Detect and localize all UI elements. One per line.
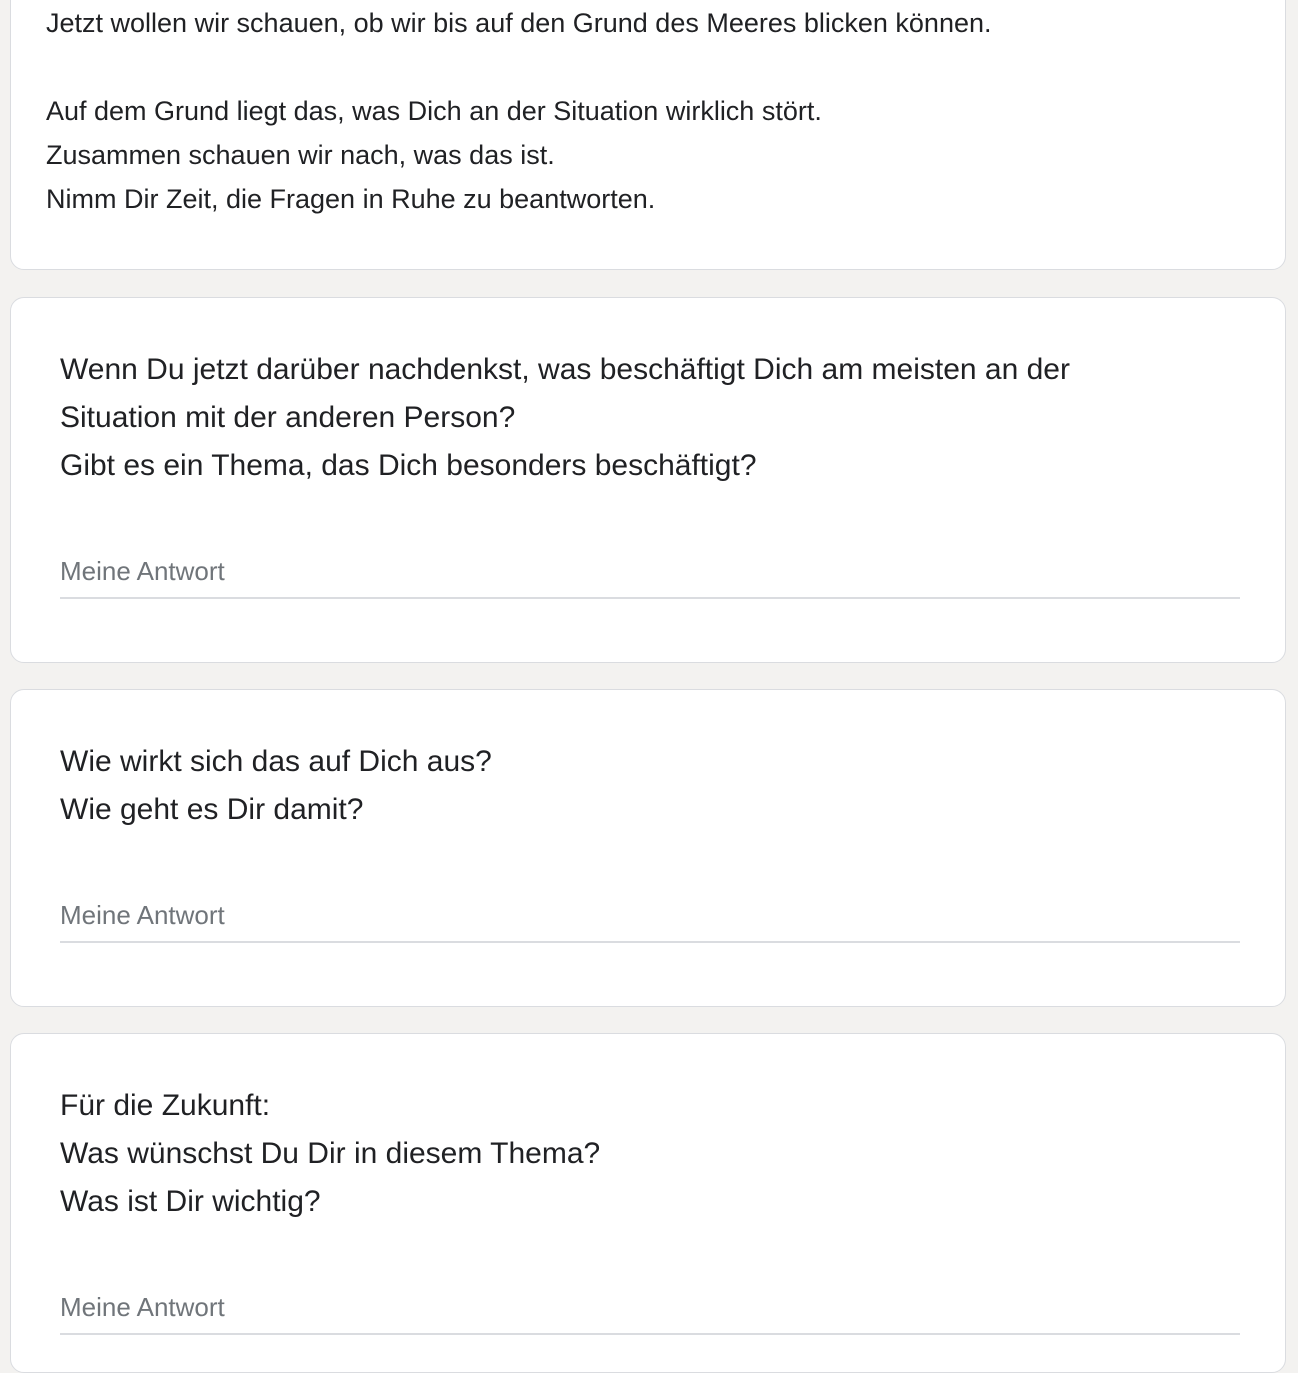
answer-input[interactable] xyxy=(60,889,1240,941)
intro-card xyxy=(10,0,1286,270)
answer-field xyxy=(60,1281,1240,1335)
question-line: Wie geht es Dir damit? xyxy=(60,793,364,826)
intro-line: Nimm Dir Zeit, die Fragen in Ruhe zu beantworten. xyxy=(46,184,656,214)
question-card-1 xyxy=(10,297,1286,663)
question-line: Situation mit der anderen Person? xyxy=(60,401,516,434)
question-title xyxy=(60,346,1070,490)
answer-field xyxy=(60,889,1240,943)
question-line: Wie wirkt sich das auf Dich aus? xyxy=(60,745,492,778)
answer-input[interactable] xyxy=(60,1281,1240,1333)
intro-text xyxy=(46,1,992,221)
answer-field xyxy=(60,545,1240,599)
answer-input[interactable] xyxy=(60,545,1240,597)
intro-line: Jetzt wollen wir schauen, ob wir bis auf den Grund des Meeres blicken können. xyxy=(46,8,992,38)
question-line: Gibt es ein Thema, das Dich besonders beschäftigt? xyxy=(60,449,757,482)
question-title xyxy=(60,738,492,834)
question-line: Für die Zukunft: xyxy=(60,1089,271,1122)
intro-line: Zusammen schauen wir nach, was das ist. xyxy=(46,140,555,170)
intro-line: Auf dem Grund liegt das, was Dich an der Situation wirklich stört. xyxy=(46,96,822,126)
question-title xyxy=(60,1082,600,1226)
question-line: Was wünschst Du Dir in diesem Thema? xyxy=(60,1137,601,1170)
question-card-2 xyxy=(10,689,1286,1007)
question-card-3 xyxy=(10,1033,1286,1373)
question-line: Wenn Du jetzt darüber nachdenkst, was beschäftigt Dich am meisten an der xyxy=(60,353,1070,386)
question-line: Was ist Dir wichtig? xyxy=(60,1185,321,1218)
